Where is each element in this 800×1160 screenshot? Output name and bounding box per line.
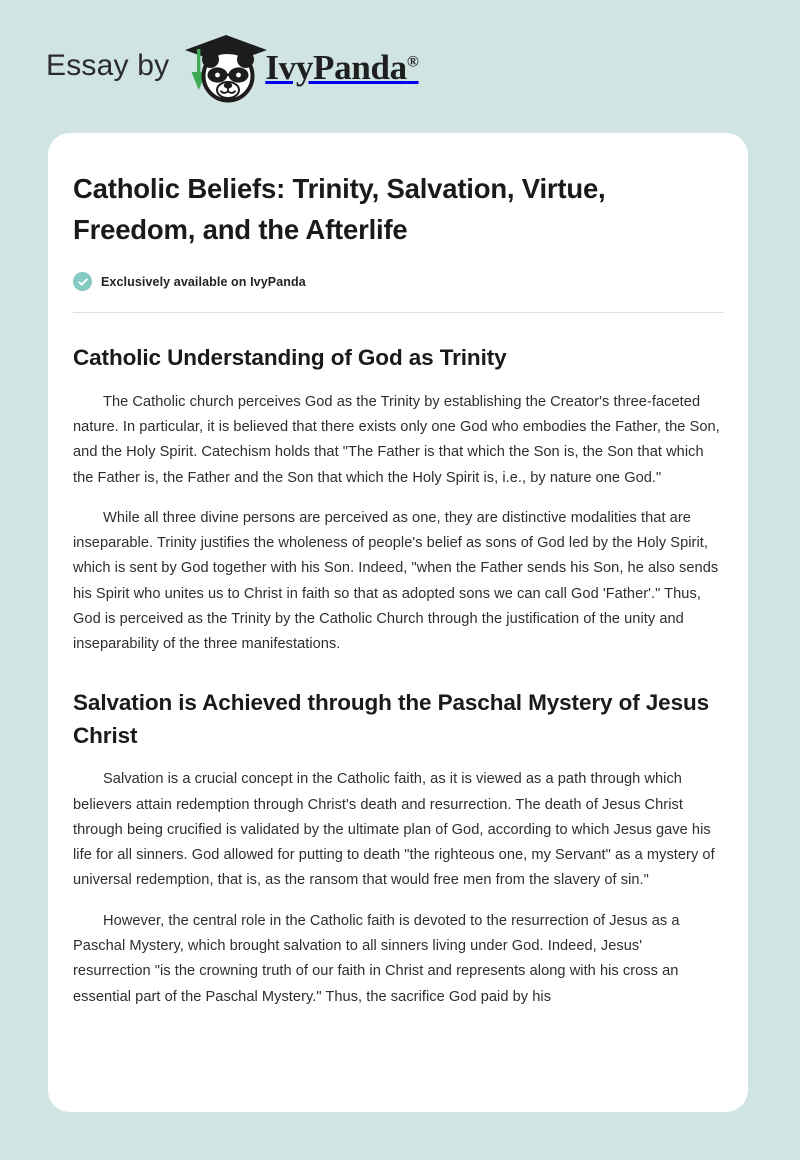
section-heading: Catholic Understanding of God as Trinity bbox=[73, 345, 507, 371]
ivypanda-logo-link[interactable] bbox=[183, 30, 418, 104]
page-title: Catholic Beliefs: Trinity, Salvation, Virtue, Freedom, and the Afterlife bbox=[73, 173, 606, 245]
exclusive-availability-label: Exclusively available on IvyPanda bbox=[101, 274, 306, 289]
brand-header bbox=[0, 0, 800, 134]
section-heading: Salvation is Achieved through the Paschal Mystery of Jesus Christ bbox=[73, 689, 710, 748]
section-paragraph: Salvation is a crucial concept in the Catholic faith, as it is viewed as a path through which believers attain redemption through Christ's death and resurrection. The death of Jesus Christ through being crucified is validated by the ultimate plan of God, according to which Jesus gave his life for all sinners. God allowed for putting to death "the righteous one, my Servant" as a mystery of universal redemption, that is, as the ransom that would free men from the slavery of sin." bbox=[73, 771, 715, 889]
document-card bbox=[48, 133, 748, 1112]
brand-name-text: IvyPanda bbox=[265, 47, 407, 87]
brand-wordmark bbox=[265, 47, 419, 87]
section-paragraph: The Catholic church perceives God as the Trinity by establishing the Creator's three-faceted nature. In particular, it is believed that there exists only one God who embodies the Father, the Son, and the Holy Spirit. Catechism holds that "The Father is that which the Son is, the Son that which the Father is, the Father and the Son that which the Holy Spirit is, i.e., by nature one God." bbox=[73, 393, 720, 486]
document-section-1 bbox=[73, 313, 723, 657]
section-paragraph: However, the central role in the Catholic faith is devoted to the resurrection of Jesus as a Paschal Mystery, which brought salvation to all sinners living under God. Indeed, Jesus' resurrection "is the crowning truth of our faith in Christ and represents along with his cross an essential part of the Paschal Mystery." Thus, the sacrifice God paid by his bbox=[73, 912, 680, 1005]
essay-by-label: Essay by bbox=[46, 49, 170, 82]
exclusive-availability-badge bbox=[73, 272, 723, 291]
check-circle-icon bbox=[73, 272, 92, 291]
panda-graduate-logo-icon bbox=[183, 30, 269, 104]
document-section-2 bbox=[73, 658, 723, 1010]
registered-trademark-icon: ® bbox=[406, 52, 419, 70]
section-paragraph: While all three divine persons are perceived as one, they are distinctive modalities that are inseparable. Trinity justifies the wholeness of people's belief as sons of God led by the Holy Spirit, which is sent by God together with his Son. Indeed, "when the Father sends his Son, he also sends his Spirit who unites us to Christ in faith so that as adopted sons we can call God 'Father'." Thus, God is perceived as the Trinity by the Catholic Church through the justification of the unity and inseparability of the three manifestations. bbox=[73, 509, 719, 653]
